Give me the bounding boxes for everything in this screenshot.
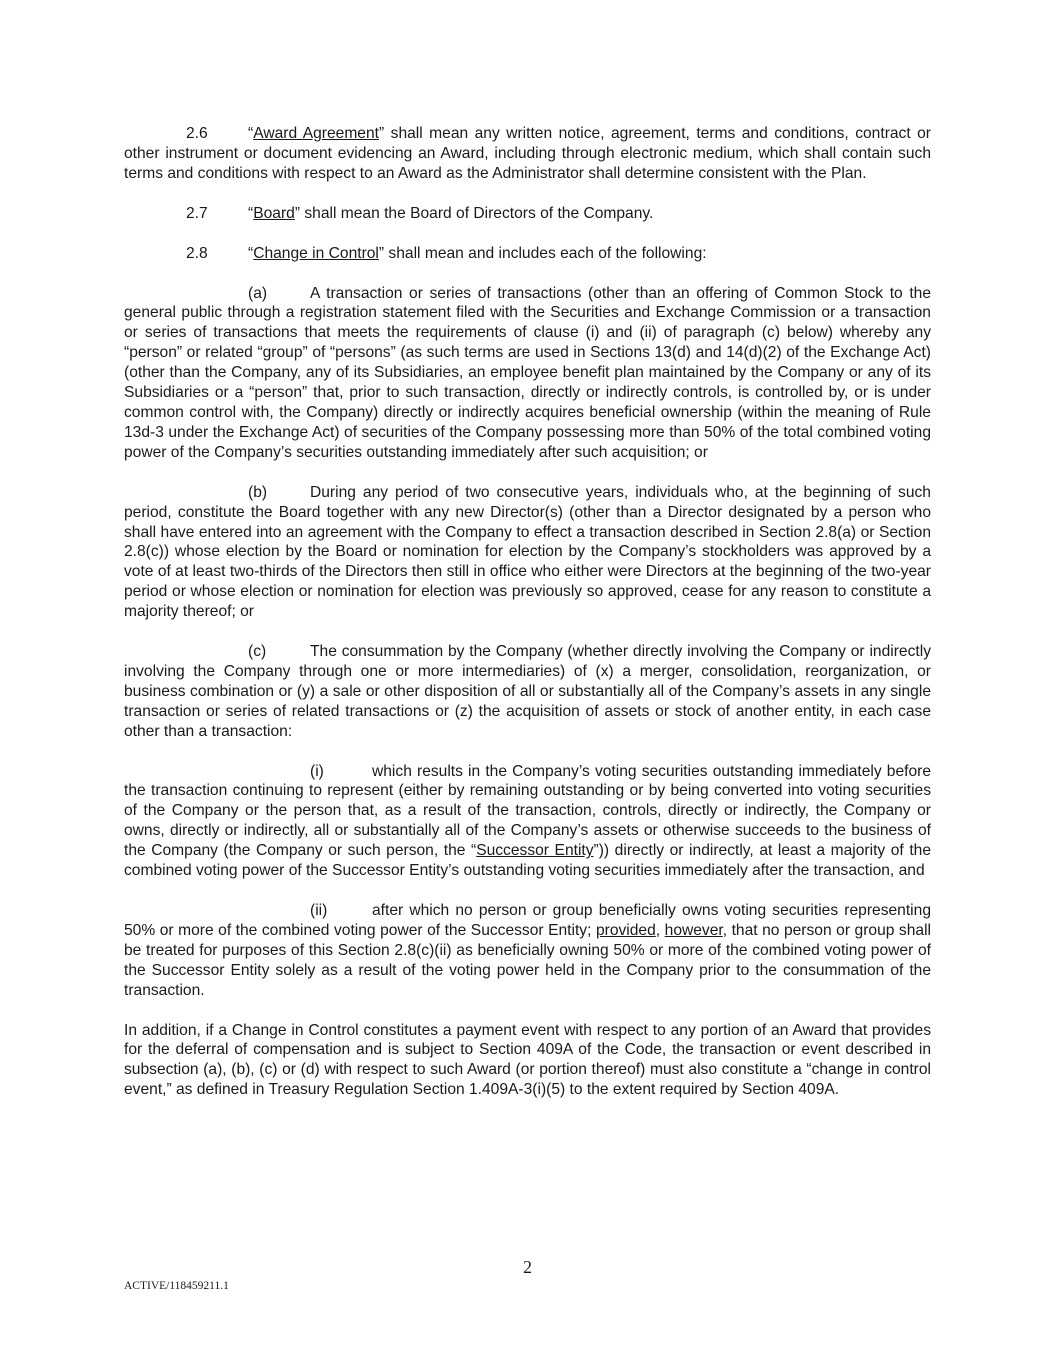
subclause-label: (i): [310, 762, 324, 780]
clause-a: [124, 284, 931, 463]
section-number: 2.6: [186, 125, 208, 142]
subclause-i: [124, 762, 931, 881]
clause-text: During any period of two consecutive years, individuals who, at the beginning of such period, constitute the Board together with any new Director(s) (other than a Director designated by a person who shall have entered into an agreement with the Company to effect a transaction described in Section 2.8(a) or Section 2.8(c)) whose election by the Board or nomination for election by the Company’s stockholders was approved by a vote of at least two-thirds of the Directors then still in office who either were Directors at the beginning of the two-year period or whose election or nomination for election was previously so approved, cease for any reason to constitute a majority thereof; or: [124, 483, 931, 621]
section-number: 2.7: [186, 204, 208, 222]
page-number: 2: [523, 1257, 532, 1277]
term-provided: provided: [595, 921, 656, 939]
subclause-text: after which no person or group beneficially owns voting securities representing 50% or more of the combined voting power of the Successor Entity;: [124, 902, 931, 939]
section-number: 2.8: [186, 244, 208, 262]
clause-text: The consummation by the Company (whether directly involving the Company or indirectly involving the Company through one or more intermediaries) of (x) a merger, consolidation, reorganization, or business combination or (y) a sale or other disposition of all or substantially all of the Company’s assets in any single transaction or series of related transactions or (z) the acquisition of assets or stock of another entity, in each case other than a transaction:: [124, 643, 931, 740]
clause-text: A transaction or series of transactions (other than an offering of Common Stock to the general public through a registration statement filed with the Securities and Exchange Commission or a transaction or series of transactions that meets the requirements of clause (i) and (ii) of paragraph (c) below) whereby any “person” or related “group” of “persons” (as such terms are used in Sections 13(d) and 14(d)(2) of the Exchange Act) (other than the Company, any of its Subsidiaries, an employee benefit plan maintained by the Company or any of its Subsidiaries or a “person” that, prior to such transaction, directly or indirectly controls, is controlled by, or is under common control with, the Company) directly or indirectly acquires beneficial ownership (within the meaning of Rule 13d-3 under the Exchange Act) of securities of the Company possessing more than 50% of the total combined voting power of the Company’s securities outstanding immediately after such acquisition; or: [124, 284, 931, 461]
clause-b: [124, 483, 931, 622]
defined-term-board: Board: [253, 204, 295, 222]
document-body: [124, 124, 931, 1120]
subclause-label: (ii): [310, 902, 328, 919]
document-id: ACTIVE/118459211.1: [124, 1280, 229, 1292]
definition-text: ” shall mean any written notice, agreement, terms and conditions, contract or other instrument or document evidencing an Award, including through electronic medium, which shall contain such terms and conditions with respect to an Award as the Administrator shall determine consistent with the Plan.: [124, 125, 931, 182]
definition-text: ” shall mean the Board of Directors of the Company.: [294, 204, 654, 222]
term-however: however: [664, 921, 723, 939]
section-2-7: [124, 204, 931, 224]
open-quote: “: [248, 244, 254, 262]
clause-label: (b): [248, 483, 268, 501]
closing-paragraph: In addition, if a Change in Control constitutes a payment event with respect to any portion of an Award that provides for the deferral of compensation and is subject to Section 409A of the Code, the transaction or event described in subsection (a), (b), (c) or (d) with respect to such Award (or portion thereof) must also constitute a “change in control event,” as defined in Treasury Regulation Section 1.409A-3(i)(5) to the extent required by Section 409A.: [124, 1021, 931, 1099]
defined-term-successor-entity: Successor Entity: [476, 842, 594, 860]
subclause-text-cont: ”)) directly or indirectly, at least a majority of the combined voting power of the Successor Entity’s outstanding voting securities immediately after the transaction, and: [124, 842, 931, 880]
open-quote: “: [248, 125, 254, 142]
definition-text: ” shall mean and includes each of the following:: [378, 244, 707, 262]
clause-label: (a): [248, 284, 268, 302]
separator: ,: [655, 921, 665, 939]
subclause-text: which results in the Company’s voting securities outstanding immediately before the transaction continuing to represent (either by remaining outstanding or by being converted into voting securities of the Company or the person that, as a result of the transaction, controls, directly or indirectly, the Company or owns, directly or indirectly, all or substantially all of the Company’s assets or otherwise succeeds to the business of the Company (the Company or such person, the “: [124, 762, 931, 860]
open-quote: “: [248, 204, 254, 222]
defined-term-award-agreement: Award Agreement: [253, 125, 379, 142]
defined-term-change-in-control: Change in Control: [253, 244, 379, 262]
subclause-ii: [124, 901, 931, 1001]
subclause-text-cont: , that no person or group shall be treated for purposes of this Section 2.8(c)(ii) as beneficially owning 50% or more of the combined voting power of the Successor Entity solely as a result of the voting power held in the Company prior to the consummation of the transaction.: [124, 921, 931, 999]
clause-label: (c): [248, 643, 267, 661]
clause-c: [124, 642, 931, 742]
section-2-6: [124, 124, 931, 184]
section-2-8: [124, 244, 931, 264]
